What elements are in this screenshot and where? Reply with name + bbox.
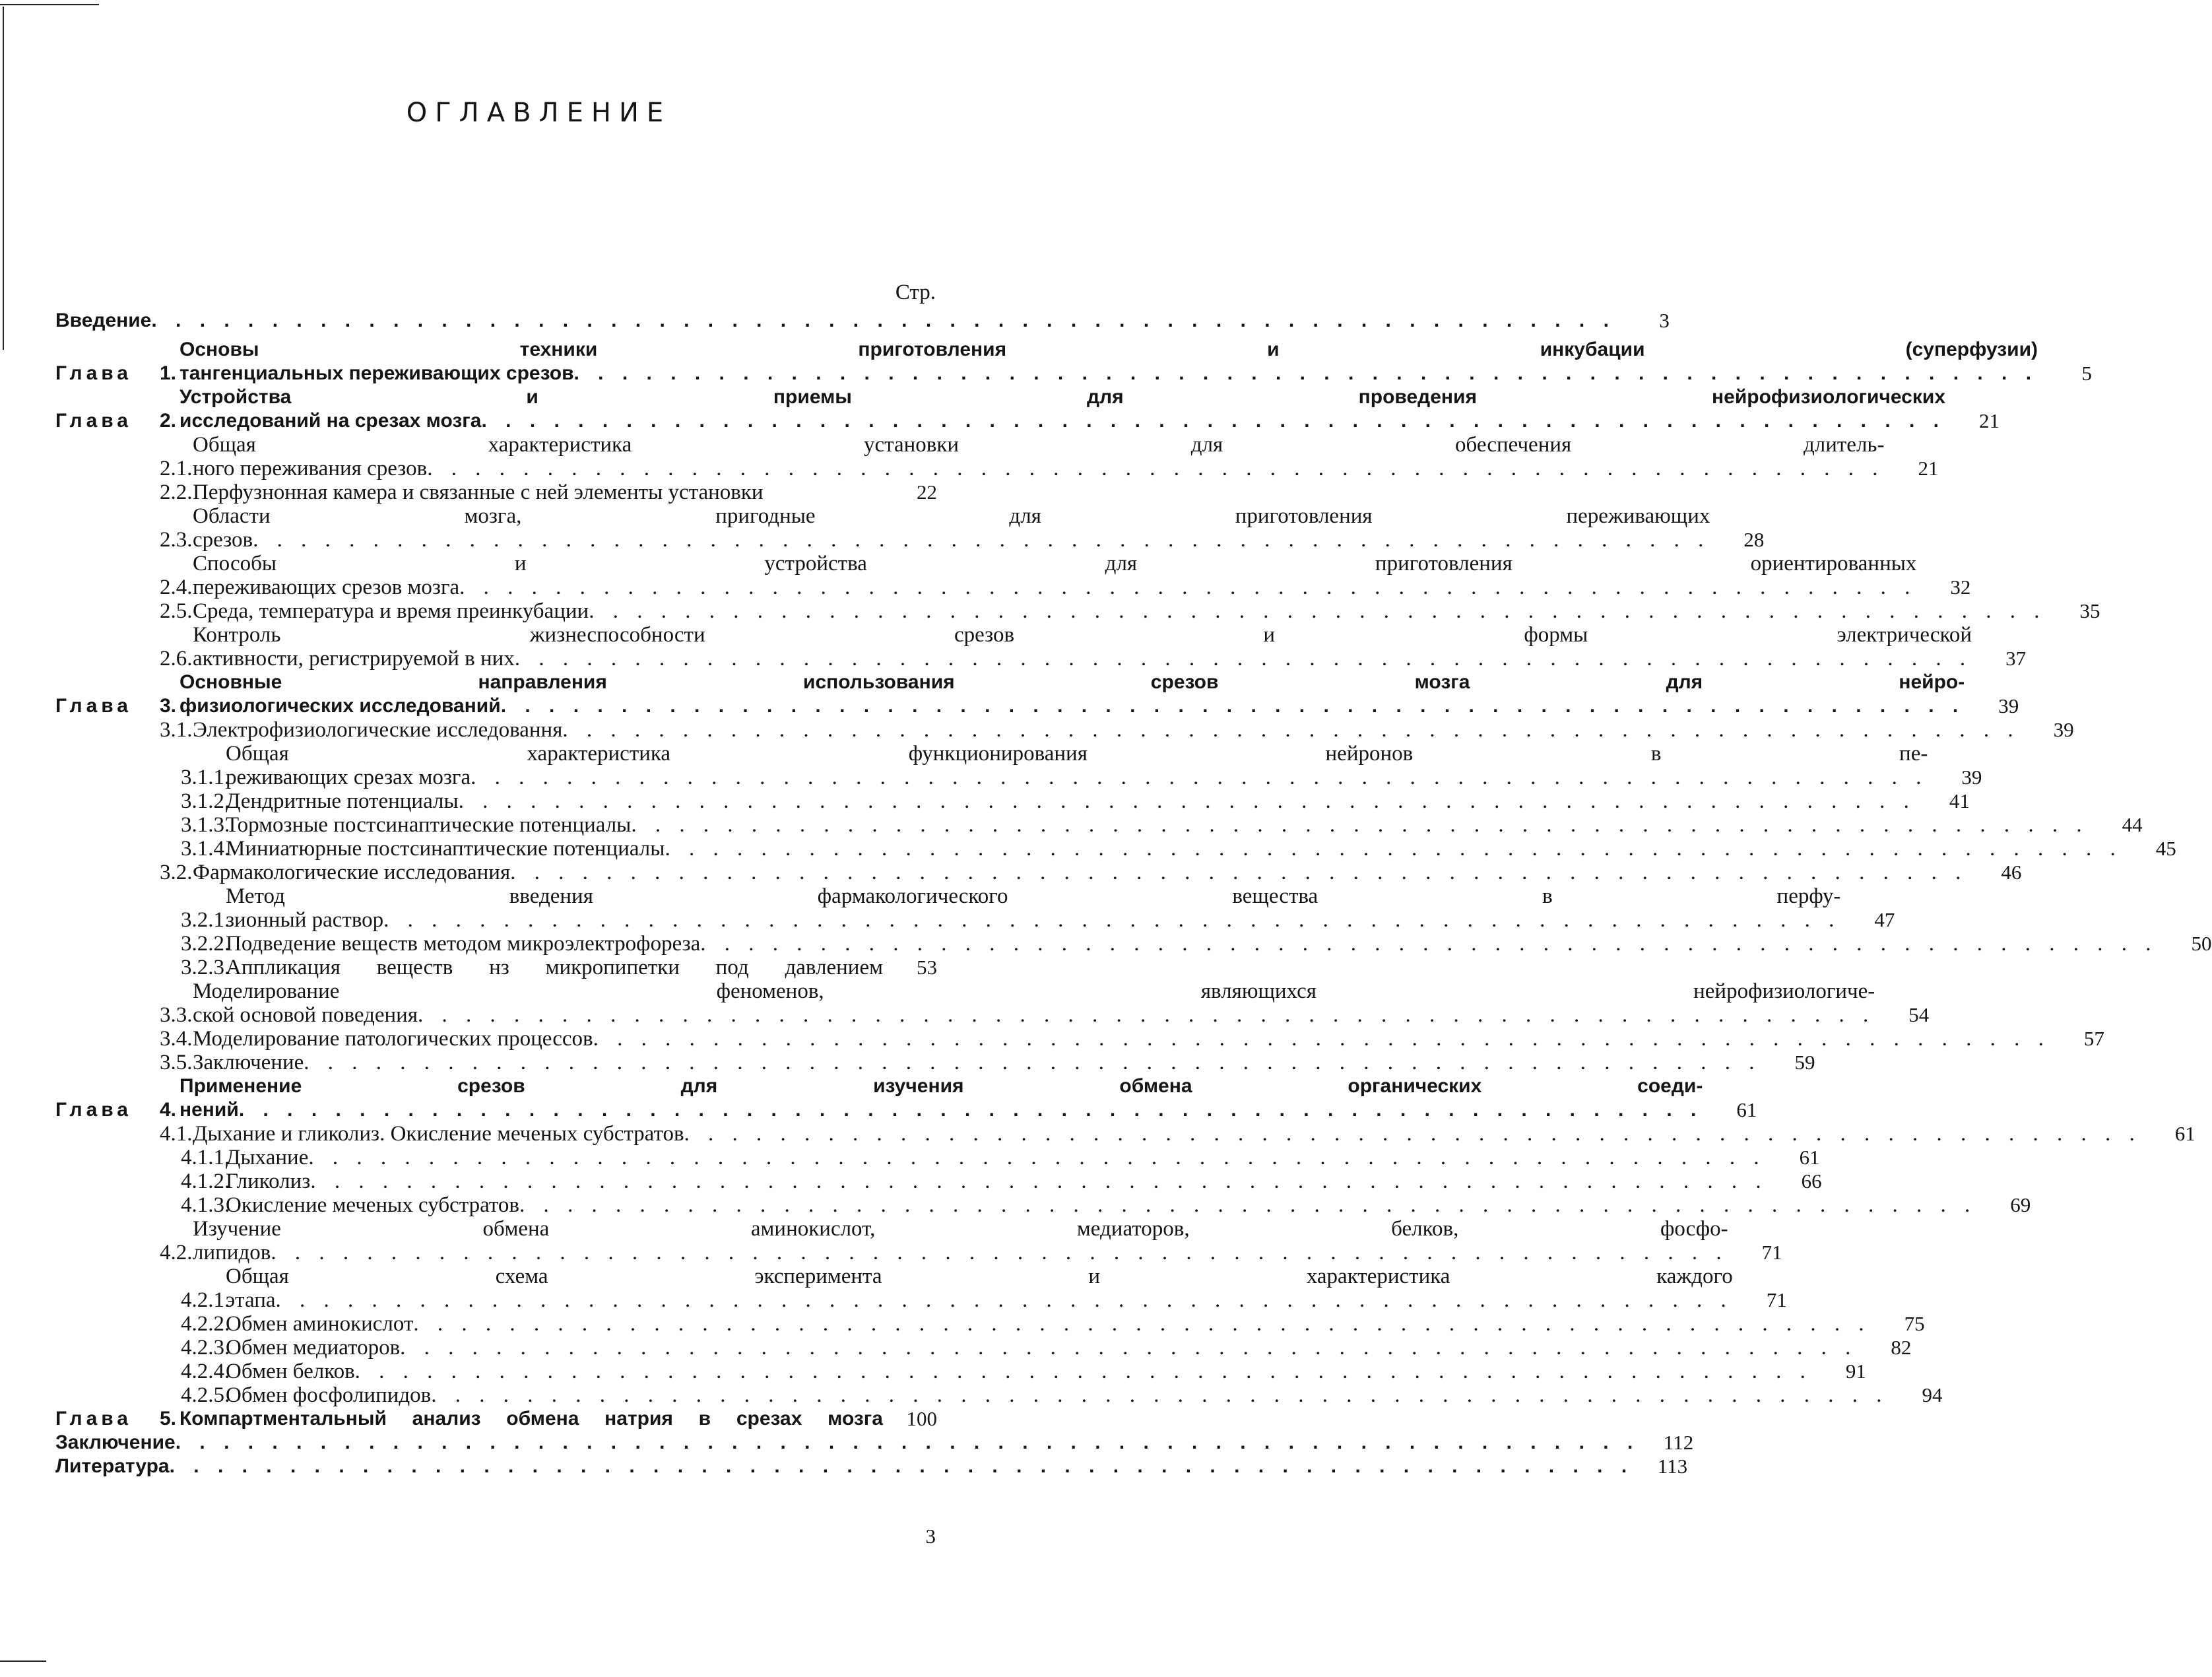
toc-entry-4-2-1: 4.2.1. Общая схема эксперимента и характеристика каждого этапа . . . 71: [55, 1265, 937, 1312]
toc-entry-4-1-2: 4.1.2. Гликолиз . . . 66: [55, 1169, 937, 1193]
chapter-label: Глава: [55, 1408, 132, 1430]
toc-page-number: 113: [1657, 1455, 1688, 1478]
chapter-number: 5.: [160, 1408, 177, 1430]
toc-page-number: 41: [1949, 789, 1970, 812]
toc-entry-2-1: 2.1. Общая характеристика установки для обеспечения длитель- ного переживания срезов . . . 21: [55, 433, 937, 480]
scan-edge-line: [0, 1661, 46, 1662]
chapter-number: 2.: [160, 410, 177, 432]
toc-page-number: 21: [1979, 409, 2000, 432]
toc-page-number: 91: [1845, 1360, 1866, 1383]
toc-entry-chapter-5: Глава 5. Компартментальный анализ обмена натрия в срезах мозга 100: [55, 1407, 937, 1430]
toc-page-number: 44: [2122, 813, 2143, 836]
toc-entry-4-2-4: 4.2.4. Обмен белков . . . 91: [55, 1360, 937, 1383]
toc-page-number: 82: [1891, 1336, 1912, 1359]
toc-entry-intro: Введение . . . 3: [55, 309, 937, 333]
chapter-number: 4.: [160, 1099, 177, 1121]
toc-entry-4-2-5: 4.2.5. Обмен фосфолипидов . . . 94: [55, 1383, 937, 1407]
toc-entry-chapter-2: Глава 2. Устройства и приемы для проведения нейрофизиологических исследований на срезах мозга . . . 21: [55, 385, 937, 433]
toc-entry-4-1: 4.1. Дыхание и гликолиз. Окисление меченых субстратов . . . 61: [55, 1122, 937, 1146]
toc-entry-4-2-2: 4.2.2. Обмен аминокислот . . . 75: [55, 1312, 937, 1336]
toc-page-number: 61: [1736, 1098, 1757, 1121]
toc-page-number: 39: [1961, 766, 1982, 789]
toc-entry-chapter-4: Глава 4. Применение срезов для изучения обмена органических соеди- нений . . . 61: [55, 1074, 937, 1122]
toc-page-number: 54: [1908, 1003, 1930, 1026]
toc-entry-4-2: 4.2. Изучение обмена аминокислот, медиаторов, белков, фосфо- липидов . . . 71: [55, 1217, 937, 1265]
toc-entry-2-5: 2.5. Среда, температура и время преинкубации . . . 35: [55, 599, 937, 623]
chapter-number: 3.: [160, 695, 177, 717]
chapter-label: Глава: [55, 695, 132, 717]
toc-entry-3-3: 3.3. Моделирование феноменов, являющихся нейрофизиологиче- ской основой поведения . . . 54: [55, 979, 937, 1027]
toc-entry-4-2-3: 4.2.3. Обмен медиаторов . . . 82: [55, 1336, 937, 1360]
page-title: ОГЛАВЛЕНИЕ: [406, 98, 672, 128]
toc-page-number: 69: [2010, 1193, 2031, 1216]
chapter-label: Глава: [55, 1099, 132, 1121]
toc-entry-3-2-3: 3.2.3. Аппликация веществ нз микропипетки под давлением 53: [181, 956, 937, 979]
chapter-label: Глава: [55, 410, 132, 432]
toc-page-number: 59: [1794, 1051, 1815, 1074]
toc-page-number: 75: [1904, 1312, 1925, 1335]
toc-page-number: 39: [2053, 718, 2074, 741]
toc-entry-3-1-1: 3.1.1. Общая характеристика функционирования нейронов в пе- реживающих срезах мозга . . . 39: [55, 742, 937, 789]
table-of-contents: [55, 309, 2212, 1478]
toc-entry-2-3: 2.3. Области мозга, пригодные для приготовления переживающих срезов . . . 28: [55, 504, 937, 552]
toc-page-number: 46: [2001, 861, 2022, 884]
toc-page-number: 28: [1743, 528, 1765, 551]
toc-page-number: 21: [1918, 457, 1939, 480]
toc-page-number: 57: [2083, 1027, 2104, 1050]
scan-edge-line: [0, 4, 99, 5]
toc-entry-2-2: 2.2. Перфузнонная камера и связанные с ней элементы установки 22: [160, 480, 937, 504]
toc-entry-2-6: 2.6. Контроль жизнеспособности срезов и формы электрической активности, регистрируемой в них . . . 37: [55, 623, 937, 671]
toc-page-number: 32: [1950, 575, 1971, 599]
toc-entry-3-4: 3.4. Моделирование патологических процессов . . . 57: [55, 1027, 937, 1051]
toc-entry-3-2-2: 3.2.2. Подведение веществ методом микроэлектрофореза . . . 50: [55, 932, 937, 956]
toc-entry-3-1-2: 3.1.2. Дендритные потенциалы . . . 41: [55, 789, 937, 813]
toc-page-number: 61: [1799, 1146, 1820, 1169]
chapter-label: Глава: [55, 362, 132, 384]
toc-page-number: 53: [917, 956, 937, 979]
toc-entry-4-1-1: 4.1.1. Дыхание . . . 61: [55, 1146, 937, 1169]
toc-page-number: 35: [2079, 599, 2100, 622]
toc-entry-2-4: 2.4. Способы и устройства для приготовления ориентированных переживающих срезов мозга . . . 32: [55, 552, 937, 599]
toc-page-number: 22: [917, 480, 937, 504]
toc-page-number: 45: [2155, 837, 2176, 860]
toc-page-number: 71: [1761, 1241, 1782, 1264]
toc-page-number: 61: [2174, 1122, 2196, 1145]
toc-entry-3-5: 3.5. Заключение . . . 59: [55, 1051, 937, 1074]
toc-page-number: 47: [1874, 908, 1895, 931]
toc-page-number: 71: [1766, 1288, 1787, 1311]
toc-page-number: 94: [1922, 1383, 1943, 1406]
scan-edge-line: [3, 7, 4, 350]
toc-page-number: 50: [2191, 932, 2212, 955]
toc-entry-3-2: 3.2. Фармакологические исследования . . . 46: [55, 861, 937, 884]
toc-page-number: 39: [1998, 694, 2019, 717]
toc-page-number: 5: [2081, 362, 2093, 385]
toc-entry-conclusion: Заключение . . . 112: [55, 1431, 937, 1455]
toc-entry-3-1: 3.1. Электрофизиологические исследовання . . . 39: [55, 718, 937, 742]
footer-page-number: 3: [925, 1525, 936, 1548]
toc-page-number: 112: [1663, 1431, 1694, 1454]
toc-entry-chapter-1: Глава 1. Основы техники приготовления и инкубации (суперфузии) тангенциальных переживающих срезов . . . 5: [55, 338, 937, 385]
toc-entry-chapter-3: Глава 3. Основные направления использования срезов мозга для нейро- физиологических исследований . . . 39: [55, 671, 937, 718]
toc-entry-3-2-1: 3.2.1. Метод введения фармакологического вещества в перфу- зионный раствор . . . 47: [55, 884, 937, 932]
toc-page-number: 3: [1659, 309, 1670, 332]
toc-entry-literature: Литература . . . 113: [55, 1455, 937, 1478]
toc-entry-3-1-4: 3.1.4. Миниатюрные постсинаптические потенциалы . . . 45: [55, 837, 937, 861]
chapter-number: 1.: [160, 362, 177, 384]
page-column-header: Стр.: [895, 280, 936, 304]
toc-page-number: 100: [906, 1407, 937, 1430]
toc-page-number: 66: [1801, 1169, 1822, 1193]
toc-entry-4-1-3: 4.1.3. Окисление меченых субстратов . . . 69: [55, 1193, 937, 1217]
toc-entry-3-1-3: 3.1.3. Тормозные постсинаптические потенциалы . . . 44: [55, 813, 937, 837]
toc-page-number: 37: [2005, 647, 2027, 670]
